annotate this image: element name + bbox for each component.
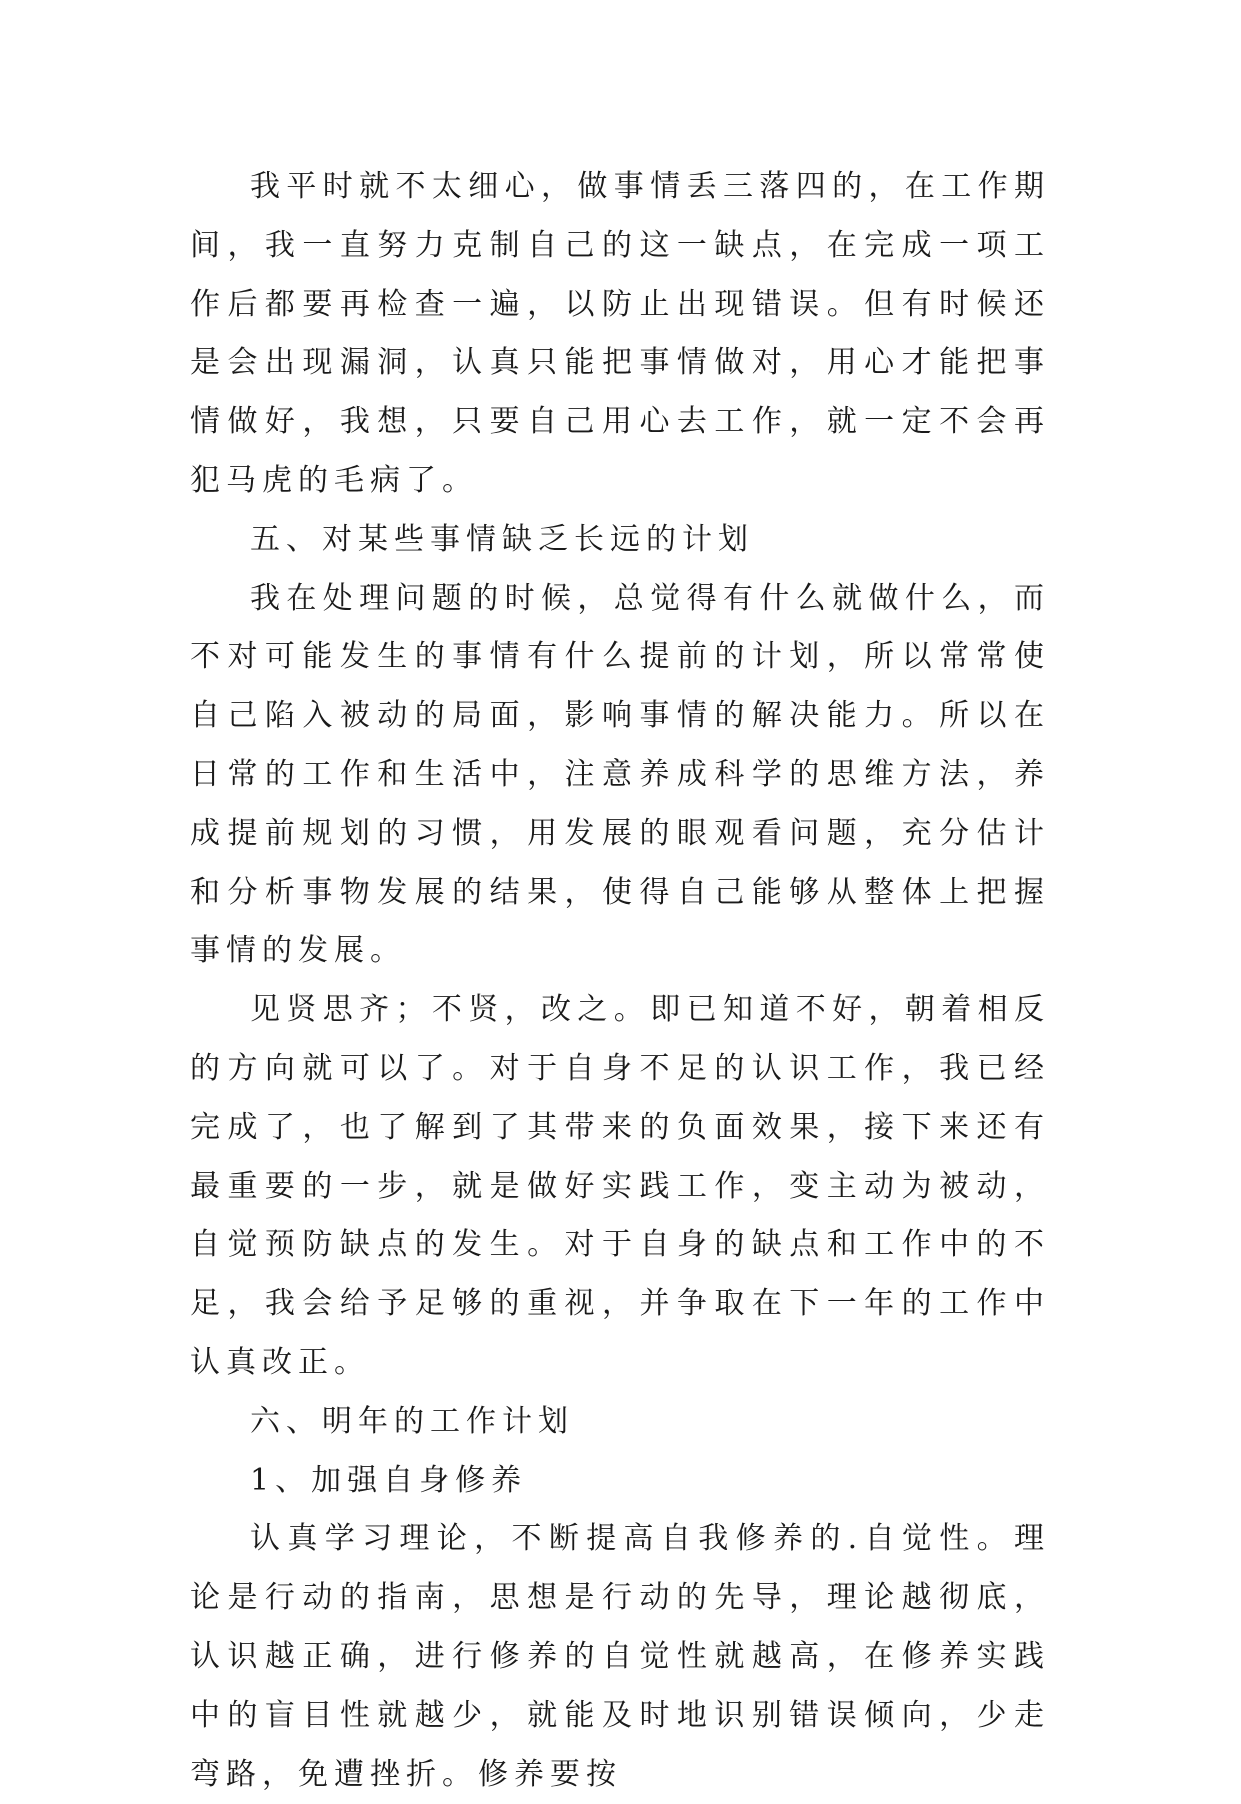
paragraph-self-improvement: 见贤思齐；不贤，改之。即已知道不好，朝着相反的方向就可以了。对于自身不足的认识工作，我已经完成了，也了解到了其带来的负面效果，接下来还有最重要的一步，就是做好实践工作，变主动为被动，自觉预防缺点的发生。对于自身的缺点和工作中的不足，我会给予足够的重视，并争取在下一年的工作中认真改正。 [190, 992, 1050, 1380]
document-page [190, 158, 1050, 1804]
section-heading-5: 五、对某些事情缺乏长远的计划 [250, 521, 754, 557]
section-heading-6: 六、明年的工作计划 [250, 1403, 574, 1439]
paragraph-planning: 我在处理问题的时候，总觉得有什么就做什么，而不对可能发生的事情有什么提前的计划，所以常常使自己陷入被动的局面，影响事情的解决能力。所以在日常的工作和生活中，注意养成科学的思维方法，养成提前规划的习惯，用发展的眼观看问题，充分估计和分析事物发展的结果，使得自己能够从整体上把握事情的发展。 [190, 580, 1050, 969]
paragraph-theory-study: 认真学习理论，不断提高自我修养的.自觉性。理论是行动的指南，思想是行动的先导，理论越彻底，认识越正确，进行修养的自觉性就越高，在修养实践中的盲目性就越少，就能及时地识别错误倾向，少走弯路，免遭挫折。修养要按 [190, 1521, 1050, 1792]
subsection-heading-1: 1、加强自身修养 [250, 1462, 528, 1498]
paragraph-carelessness: 我平时就不太细心，做事情丢三落四的，在工作期间，我一直努力克制自己的这一缺点，在完成一项工作后都要再检查一遍，以防止出现错误。但有时候还是会出现漏洞，认真只能把事情做对，用心才能把事情做好，我想，只要自己用心去工作，就一定不会再犯马虎的毛病了。 [190, 169, 1050, 498]
